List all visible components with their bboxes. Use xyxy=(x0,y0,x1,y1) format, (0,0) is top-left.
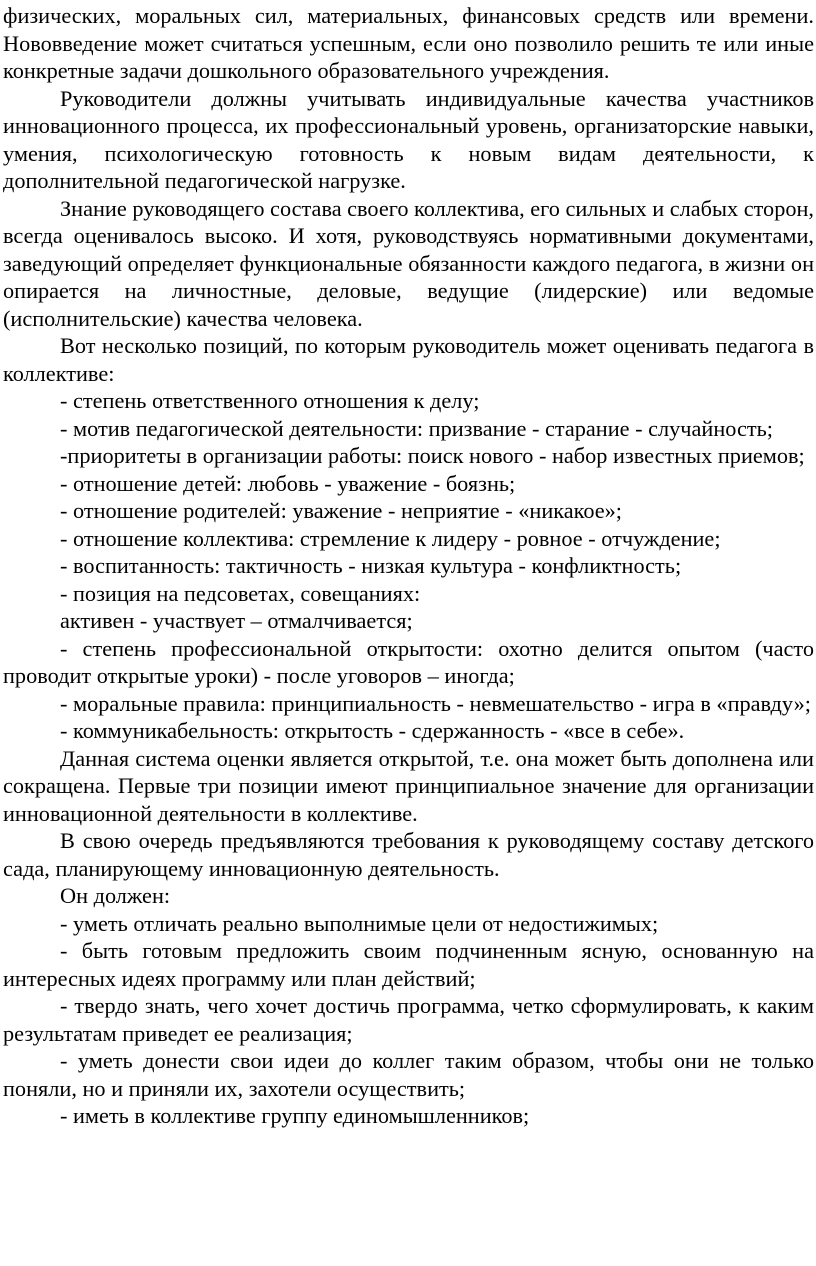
list-item: -приоритеты в организации работы: поиск нового - набор известных приемов; xyxy=(60,443,805,468)
list-item: активен - участвует – отмалчивается; xyxy=(60,608,413,633)
list-item: - отношение детей: любовь - уважение - боязнь; xyxy=(60,470,516,496)
list-item: - уметь отличать реально выполнимые цели от недостижимых; xyxy=(60,910,659,936)
list-item: - быть готовым предложить своим подчиненным ясную, основанную на интересных идеях программу или план действий; xyxy=(3,938,814,991)
paragraph-continuation: физических, моральных сил, материальных, финансовых средств или времени. Нововведение может считаться успешным, если оно позволило решить те или иные конкретные задачи дошкольного образовательного учреждения. xyxy=(3,3,814,83)
paragraph-he-must: Он должен: xyxy=(60,883,171,908)
list-item: - мотив педагогической деятельности: призвание - старание - случайность; xyxy=(60,415,773,441)
list-item: - степень профессиональной открытости: охотно делится опытом (часто проводит открытые уроки) - после уговоров – иногда; xyxy=(3,635,814,688)
list-item: - моральные правила: принципиальность - невмешательство - игра в «правду»; xyxy=(60,690,811,716)
list-item: - твердо знать, чего хочет достичь программа, четко сформулировать, к каким результатам приведет ее реализация; xyxy=(3,993,814,1046)
list-item: - отношение родителей: уважение - неприятие - «никакое»; xyxy=(60,498,623,523)
list-item: - коммуникабельность: открытость - сдержанность - «все в себе». xyxy=(60,718,685,743)
list-item: - иметь в коллективе группу единомышленников; xyxy=(60,1103,530,1128)
paragraph-evaluation-system: Данная система оценки является открытой, т.е. она может быть дополнена или сокращена. Первые три позиции имеют принципиальное значение для организации инновационной деятельности в коллективе. xyxy=(3,745,814,826)
list-item: - степень ответственного отношения к делу; xyxy=(60,388,480,413)
list-item: - уметь донести свои идеи до коллег таким образом, чтобы они не только поняли, но и приняли их, захотели осуществить; xyxy=(3,1048,814,1101)
list-item: - позиция на педсоветах, совещаниях: xyxy=(60,580,421,606)
list-item: - отношение коллектива: стремление к лидеру - ровное - отчуждение; xyxy=(60,525,721,551)
paragraph-leaders-qualities: Руководители должны учитывать индивидуальные качества участников инновационного процесса, их профессиональный уровень, организаторские навыки, умения, психологическую готовность к новым видам деятельности, к дополнительной педагогической нагрузке. xyxy=(3,85,814,193)
paragraph-positions-intro: Вот несколько позиций, по которым руководитель может оценивать педагога в коллективе: xyxy=(3,333,814,386)
paragraph-staff-knowledge: Знание руководящего состава своего коллектива, его сильных и слабых сторон, всегда оценивалось высоко. И хотя, руководствуясь нормативными документами, заведующий определяет функциональные обязанности каждого педагога, в жизни он опирается на личностные, деловые, ведущие (лидерские) или ведомые (исполнительские) качества человека. xyxy=(3,195,814,331)
list-item: - воспитанность: тактичность - низкая культура - конфликтность; xyxy=(60,553,682,578)
paragraph-requirements: В свою очередь предъявляются требования к руководящему составу детского сада, планирующему инновационную деятельность. xyxy=(3,828,814,881)
